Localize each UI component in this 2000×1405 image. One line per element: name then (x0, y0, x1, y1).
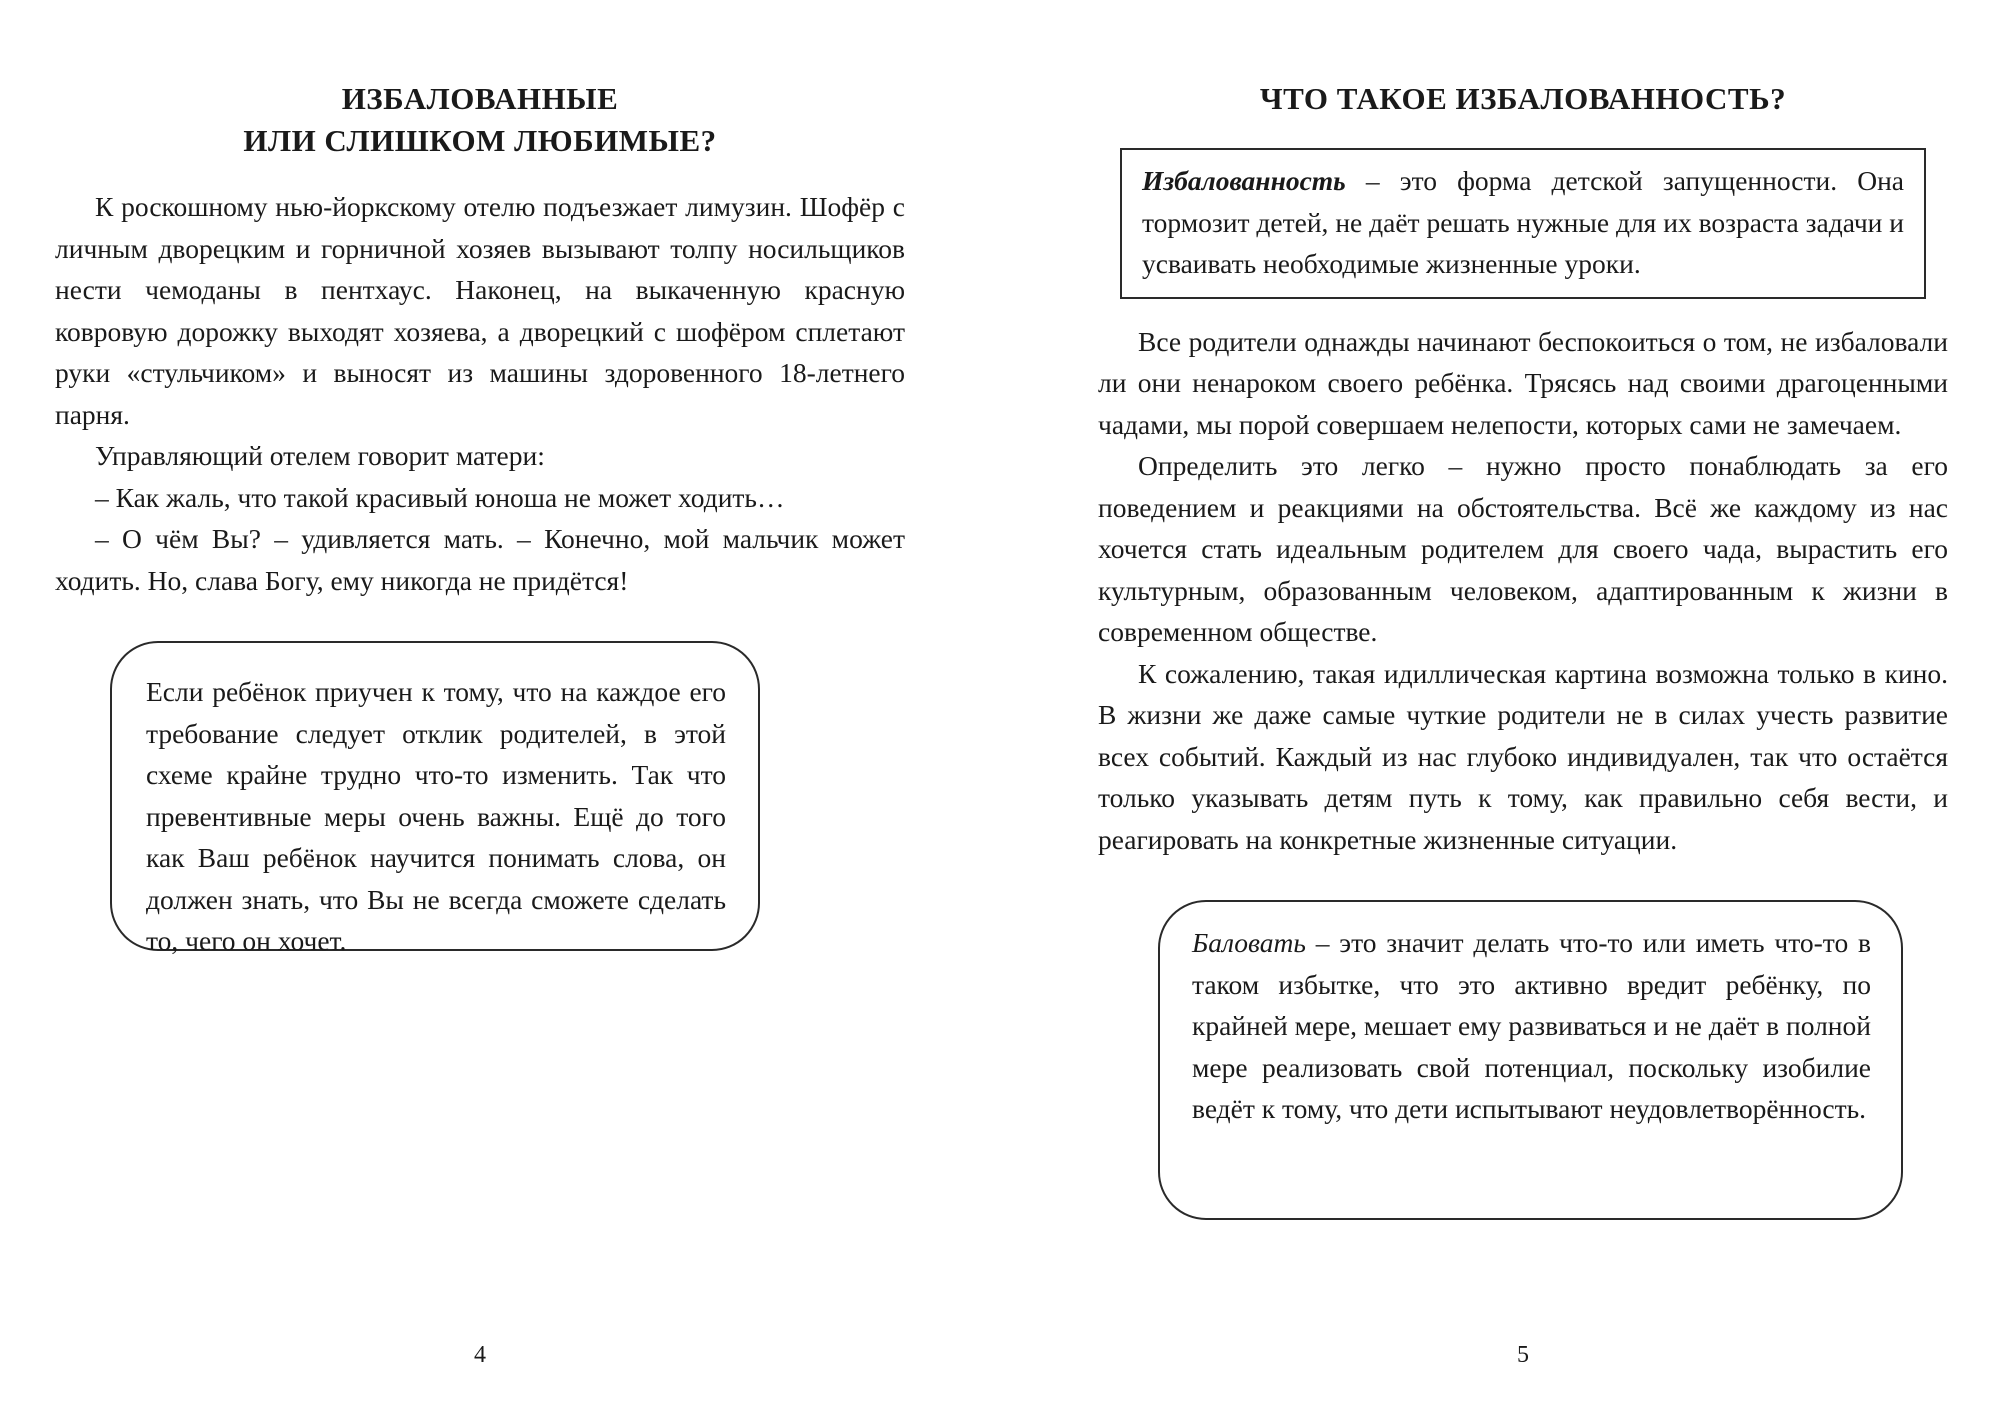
left-callout-box (110, 641, 760, 956)
right-callout-paragraph (1192, 922, 1871, 1130)
definition-text: – это форма детской запущенности. Она тормозит детей, не даёт решать нужные для их возраста задачи и усваивать необходимые жизненные уроки. (1142, 165, 1904, 279)
left-dialog-1: – Как жаль, что такой красивый юноша не может ходить… (95, 481, 785, 513)
left-paragraph-1: К роскошному нью-йоркскому отелю подъезжает лимузин. Шофёр с личным дворецким и горничной хозяев вызывают толпу носильщиков нести чемоданы в пентхаус. Наконец, на выкаченную красную ковровую дорожку выходят хозяева, а дворецкий с шофёром сплетают руки «стульчиком» и выносят из машины здоровенного 18-летнего парня. (55, 191, 905, 430)
right-body-text (1098, 321, 1948, 861)
right-callout-text: – это значит делать что-то или иметь что-то в таком избытке, что это активно вредит ребёнку, по крайней мере, мешает ему развиваться и не даёт в полной мере реализовать свой потенциал, поскольку изобилие ведёт к тому, что дети испытывают неудовлетворённость. (1192, 927, 1871, 1124)
left-title-line2: ИЛИ СЛИШКОМ ЛЮБИМЫЕ? (243, 123, 717, 158)
right-paragraph-1: Все родители однажды начинают беспокоиться о том, не избаловали ли они ненароком своего ребёнка. Трясясь над своими драгоценными чадами, мы порой совершаем нелепости, которых сами не замечаем. (1098, 325, 1948, 440)
page-number-left: 4 (474, 1342, 486, 1368)
right-page-title: ЧТО ТАКОЕ ИЗБАЛОВАННОСТЬ? (1259, 81, 1787, 116)
definition-term: Избалованность (1142, 165, 1346, 196)
left-dialog-2: – О чём Вы? – удивляется мать. – Конечно, мой мальчик может ходить. Но, слава Богу, ему никогда не придётся! (55, 523, 905, 596)
left-body-text (55, 186, 905, 601)
page-number-right: 5 (1517, 1342, 1529, 1368)
left-callout-text: Если ребёнок приучен к тому, что на каждое его требование следует отклик родителей, в этой схеме крайне трудно что-то изменить. Так что превентивные меры очень важны. Ещё до того как Ваш ребёнок научится понимать слова, он должен знать, что Вы не всегда сможете сделать то, чего он хочет. (146, 676, 726, 956)
definition-box (1120, 148, 1926, 299)
right-paragraph-2: Определить это легко – нужно просто понаблюдать за его поведением и реакциями на обстоятельства. Всё же каждому из нас хочется стать идеальным родителем для своего чада, вырастить его культурным, образованным человеком, адаптированным к жизни в современном обществе. (1098, 450, 1948, 647)
left-title-line1: ИЗБАЛОВАННЫЕ (341, 81, 619, 116)
left-page (55, 0, 905, 1405)
right-page (1098, 0, 1948, 1405)
definition-paragraph (1142, 160, 1904, 285)
right-paragraph-3: К сожалению, такая идиллическая картина возможна только в кино. В жизни же даже самые чуткие родители не в силах учесть развитие всех событий. Каждый из нас глубоко индивидуален, так что остаётся только указывать детям путь к тому, как правильно себя вести, и реагировать на конкретные жизненные ситуации. (1098, 657, 1948, 855)
right-callout-box (1158, 900, 1903, 1220)
right-callout-term: Баловать (1192, 927, 1306, 958)
left-page-title (55, 78, 905, 162)
left-paragraph-2: Управляющий отелем говорит матери: (95, 440, 545, 471)
